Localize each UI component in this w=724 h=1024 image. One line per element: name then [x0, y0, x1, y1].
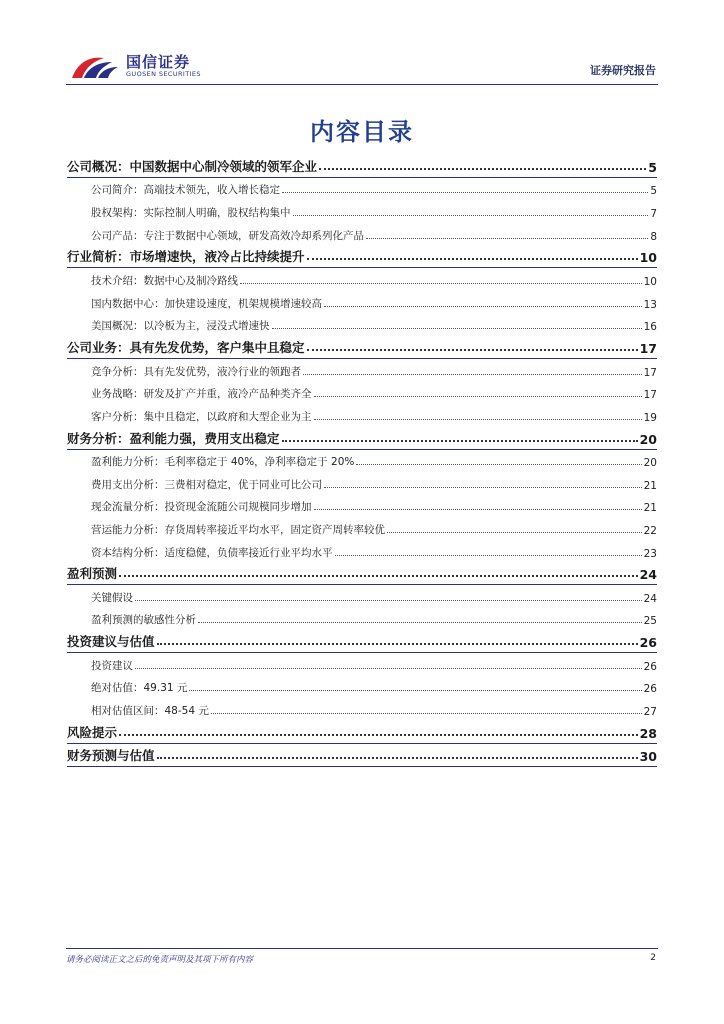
toc-dot-leader — [282, 440, 638, 442]
toc-entry-title: 关键假设 — [91, 591, 133, 604]
toc-entry-title: 投资建议与估值 — [67, 634, 155, 650]
toc-entry-page: 20 — [639, 431, 657, 447]
toc-entry-page: 26 — [639, 635, 657, 651]
toc-subsection-entry[interactable] — [67, 676, 657, 699]
toc-entry-page: 24 — [643, 592, 657, 605]
toc-subsection-entry[interactable] — [67, 698, 657, 721]
toc-entry-page: 21 — [643, 502, 657, 515]
toc-subsection-entry[interactable] — [67, 472, 657, 495]
toc-entry-title: 盈利预测 — [67, 566, 118, 582]
toc-entry-page: 13 — [643, 298, 657, 311]
toc-entry-page: 25 — [643, 615, 657, 628]
toc-section-entry[interactable] — [67, 744, 657, 767]
page-header — [66, 50, 658, 86]
toc-entry-title: 费用支出分析：三费相对稳定，优于同业可比公司 — [91, 478, 322, 491]
toc-dot-leader — [119, 575, 638, 577]
toc-entry-page: 17 — [639, 340, 657, 356]
toc-dot-leader — [135, 668, 642, 669]
toc-entry-title: 公司业务：具有先发优势，客户集中且稳定 — [67, 339, 305, 355]
toc-entry-page: 10 — [643, 275, 657, 288]
toc-dot-leader — [293, 215, 649, 216]
toc-entry-title: 资本结构分析：适度稳健，负债率接近行业平均水平 — [91, 546, 333, 559]
toc-dot-leader — [356, 464, 641, 465]
toc-entry-title: 财务分析：盈利能力强，费用支出稳定 — [67, 430, 280, 446]
toc-dot-leader — [307, 349, 638, 351]
toc-entry-page: 20 — [643, 457, 657, 470]
toc-entry-title: 客户分析：集中且稳定，以政府和大型企业为主 — [91, 410, 312, 423]
toc-entry-page: 26 — [643, 683, 657, 696]
toc-entry-page: 17 — [643, 366, 657, 379]
toc-entry-title: 技术介绍：数据中心及制冷路线 — [91, 274, 238, 287]
footer-divider — [66, 948, 658, 949]
toc-dot-leader — [272, 328, 642, 329]
toc-entry-title: 竞争分析：具有先发优势，液冷行业的领跑者 — [91, 365, 301, 378]
report-type-label: 证券研究报告 — [590, 64, 656, 77]
toc-dot-leader — [282, 192, 648, 193]
toc-subsection-entry[interactable] — [67, 314, 657, 337]
toc-dot-leader — [198, 622, 642, 623]
toc-entry-page: 10 — [639, 250, 657, 266]
guosen-logo-icon — [68, 52, 122, 82]
toc-dot-leader — [324, 487, 642, 488]
toc-entry-page: 26 — [643, 660, 657, 673]
toc-dot-leader — [240, 283, 642, 284]
toc-subsection-entry[interactable] — [67, 359, 657, 382]
toc-section-entry[interactable] — [67, 563, 657, 586]
toc-dot-leader — [314, 396, 642, 397]
toc-subsection-entry[interactable] — [67, 268, 657, 291]
toc-dot-leader — [211, 713, 642, 714]
table-of-contents — [67, 155, 657, 767]
toc-dot-leader — [307, 258, 638, 260]
toc-subsection-entry[interactable] — [67, 653, 657, 676]
toc-title: 内容目录 — [310, 118, 414, 146]
toc-dot-leader — [157, 757, 638, 759]
toc-dot-leader — [387, 532, 642, 533]
toc-section-entry[interactable] — [67, 246, 657, 269]
toc-entry-title: 现金流量分析：投资现金流随公司规模同步增加 — [91, 501, 312, 514]
toc-subsection-entry[interactable] — [67, 404, 657, 427]
toc-dot-leader — [335, 555, 642, 556]
toc-entry-title: 盈利能力分析：毛利率稳定于 40%，净利率稳定于 20% — [91, 456, 355, 469]
toc-entry-title: 国内数据中心：加快建设速度，机架规模增速较高 — [91, 297, 322, 310]
page-number: 2 — [650, 953, 656, 963]
toc-subsection-entry[interactable] — [67, 178, 657, 201]
toc-dot-leader — [314, 419, 642, 420]
guosen-logo — [68, 50, 208, 84]
toc-entry-page: 28 — [639, 725, 657, 741]
toc-entry-page: 7 — [650, 207, 657, 220]
toc-subsection-entry[interactable] — [67, 382, 657, 405]
toc-entry-title: 绝对估值：49.31 元 — [91, 682, 188, 695]
toc-entry-title: 业务战略：研发及扩产并重，液冷产品种类齐全 — [91, 388, 312, 401]
toc-dot-leader — [157, 643, 638, 645]
toc-entry-title: 财务预测与估值 — [67, 747, 155, 763]
logo-chinese-name: 国信证券 — [126, 53, 191, 71]
toc-dot-leader — [319, 168, 646, 170]
toc-entry-page: 5 — [648, 159, 657, 175]
toc-subsection-entry[interactable] — [67, 495, 657, 518]
toc-entry-title: 美国概况：以冷板为主，浸没式增速快 — [91, 320, 270, 333]
toc-subsection-entry[interactable] — [67, 223, 657, 246]
toc-entry-title: 公司概况：中国数据中心制冷领域的领军企业 — [67, 158, 318, 174]
toc-entry-page: 23 — [643, 547, 657, 560]
toc-entry-title: 投资建议 — [91, 659, 133, 672]
toc-subsection-entry[interactable] — [67, 517, 657, 540]
toc-entry-page: 27 — [643, 706, 657, 719]
toc-section-entry[interactable] — [67, 427, 657, 450]
toc-dot-leader — [135, 600, 642, 601]
toc-entry-title: 相对估值区间：48-54 元 — [91, 705, 209, 718]
toc-subsection-entry[interactable] — [67, 608, 657, 631]
toc-entry-page: 21 — [643, 479, 657, 492]
toc-dot-leader — [324, 306, 642, 307]
toc-dot-leader — [119, 734, 638, 736]
toc-entry-title: 风险提示 — [67, 724, 118, 740]
header-divider — [66, 84, 658, 85]
toc-entry-page: 8 — [650, 230, 657, 243]
toc-entry-title: 公司简介：高端技术领先，收入增长稳定 — [91, 184, 280, 197]
toc-entry-page: 19 — [643, 411, 657, 424]
toc-dot-leader — [303, 374, 642, 375]
toc-dot-leader — [366, 238, 648, 239]
toc-entry-title: 营运能力分析：存货周转率接近平均水平，固定资产周转率较优 — [91, 523, 385, 536]
footer-disclaimer: 请务必阅读正文之后的免责声明及其项下所有内容 — [66, 955, 254, 965]
toc-dot-leader — [189, 690, 641, 691]
toc-subsection-entry[interactable] — [67, 450, 657, 473]
toc-dot-leader — [314, 509, 642, 510]
toc-entry-title: 股权架构：实际控制人明确，股权结构集中 — [91, 206, 291, 219]
toc-subsection-entry[interactable] — [67, 200, 657, 223]
toc-section-entry[interactable] — [67, 721, 657, 744]
toc-entry-page: 17 — [643, 389, 657, 402]
toc-entry-title: 盈利预测的敏感性分析 — [91, 614, 196, 627]
toc-section-entry[interactable] — [67, 155, 657, 178]
logo-english-name: GUOSEN SECURITIES — [126, 70, 201, 78]
toc-subsection-entry[interactable] — [67, 540, 657, 563]
toc-entry-page: 5 — [650, 185, 657, 198]
toc-section-entry[interactable] — [67, 630, 657, 653]
toc-entry-title: 公司产品：专注于数据中心领域，研发高效冷却系列化产品 — [91, 229, 364, 242]
toc-entry-page: 24 — [639, 567, 657, 583]
toc-entry-page: 30 — [639, 748, 657, 764]
toc-entry-title: 行业简析：市场增速快，液冷占比持续提升 — [67, 249, 305, 265]
toc-section-entry[interactable] — [67, 336, 657, 359]
toc-entry-page: 22 — [643, 524, 657, 537]
toc-subsection-entry[interactable] — [67, 291, 657, 314]
toc-entry-page: 16 — [643, 321, 657, 334]
toc-subsection-entry[interactable] — [67, 585, 657, 608]
